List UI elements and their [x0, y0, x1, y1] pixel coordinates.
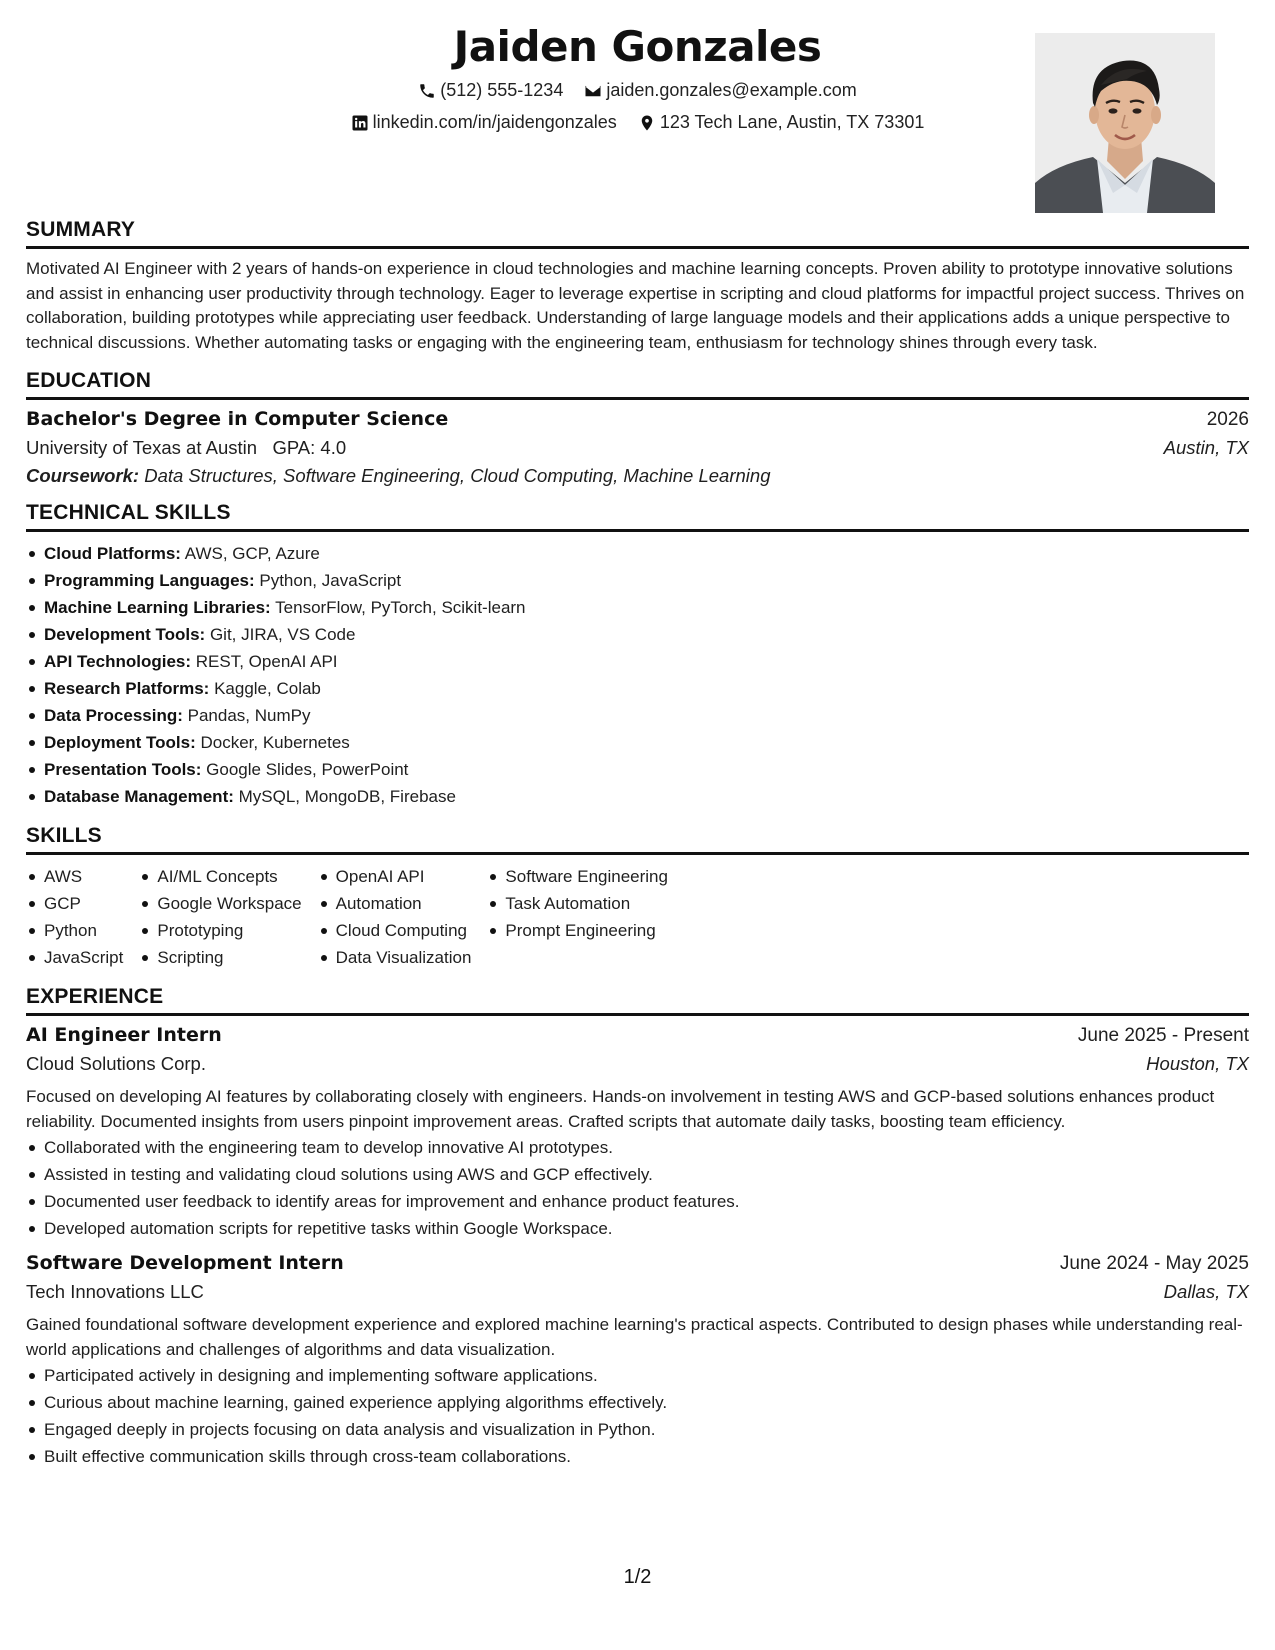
list-item: Software Engineering — [487, 863, 668, 890]
list-item: Scripting — [139, 944, 301, 971]
list-item — [26, 540, 1249, 567]
technical-skills-section — [26, 501, 1249, 810]
list-item: Data Visualization — [318, 944, 472, 971]
candidate-name: Jaiden Gonzales — [453, 22, 822, 71]
skills-column-4 — [487, 863, 668, 971]
phone-text: (512) 555-1234 — [440, 80, 564, 100]
skill-label: Machine Learning Libraries: — [44, 598, 271, 617]
job-summary: Gained foundational software development experience and explored machine learning's practical aspects. Contributed to design phases while understanding real-world applications and challenges of algorithms and data visualization. — [26, 1315, 1243, 1359]
skills-heading: SKILLS — [26, 824, 1249, 855]
map-pin-icon — [638, 114, 656, 132]
technical-skills-heading: TECHNICAL SKILLS — [26, 501, 1249, 532]
list-item: AI/ML Concepts — [139, 863, 301, 890]
list-item — [26, 756, 1249, 783]
list-item: Cloud Computing — [318, 917, 472, 944]
summary-text: Motivated AI Engineer with 2 years of hands-on experience in cloud technologies and machine learning concepts. Proven ability to prototype innovative solutions and assist in enhancing user productivity through technology. Eager to leverage expertise in scripting and cloud platforms for impactful project success. Thrives on collaboration, building prototypes while appreciating user feedback. Understanding of large language models and their applications adds a unique perspective to technical discussions. Whether automating tasks or engaging with the engineering team, enthusiasm for technology shines through every task. — [26, 259, 1245, 352]
skills-column-1 — [26, 863, 123, 971]
skill-value: TensorFlow, PyTorch, Scikit-learn — [275, 598, 526, 617]
job-title: AI Engineer Intern — [26, 1024, 222, 1046]
coursework-line — [26, 465, 1249, 487]
skill-label: Database Management: — [44, 787, 234, 806]
skill-label: Research Platforms: — [44, 679, 210, 698]
list-item: Curious about machine learning, gained experience applying algorithms effectively. — [26, 1389, 1249, 1416]
company-name: Cloud Solutions Corp. — [26, 1053, 206, 1074]
degree-title: Bachelor's Degree in Computer Science — [26, 408, 449, 430]
education-row-degree — [26, 408, 1249, 431]
education-section — [26, 369, 1249, 487]
profile-photo-image — [1035, 33, 1215, 213]
skills-column-2 — [139, 863, 301, 971]
skill-value: Docker, Kubernetes — [200, 733, 350, 752]
list-item: Built effective communication skills through cross-team collaborations. — [26, 1443, 1249, 1470]
skill-value: Python, JavaScript — [259, 571, 402, 590]
job-location: Dallas, TX — [1163, 1281, 1249, 1302]
skill-value: Git, JIRA, VS Code — [209, 625, 356, 644]
skill-label: Cloud Platforms: — [44, 544, 181, 563]
graduation-year: 2026 — [1206, 409, 1249, 430]
job-location: Houston, TX — [1146, 1053, 1249, 1074]
skills-column-3 — [318, 863, 472, 971]
skill-value: Kaggle, Colab — [214, 679, 321, 698]
list-item — [26, 648, 1249, 675]
skill-value: MySQL, MongoDB, Firebase — [238, 787, 456, 806]
skill-value: Pandas, NumPy — [187, 706, 311, 725]
list-item: Prompt Engineering — [487, 917, 668, 944]
experience-role-row — [26, 1252, 1249, 1275]
experience-entry — [26, 1024, 1249, 1242]
list-item: Collaborated with the engineering team to develop innovative AI prototypes. — [26, 1134, 1249, 1161]
skill-label: Data Processing: — [44, 706, 183, 725]
education-heading: EDUCATION — [26, 369, 1249, 400]
list-item — [26, 594, 1249, 621]
list-item — [26, 702, 1249, 729]
experience-company-row — [26, 1281, 1249, 1303]
coursework-list: Data Structures, Software Engineering, Cloud Computing, Machine Learning — [144, 465, 771, 486]
school-line — [26, 437, 346, 459]
email-link[interactable]: jaiden.gonzales@example.com — [606, 80, 857, 100]
list-item: Engaged deeply in projects focusing on data analysis and visualization in Python. — [26, 1416, 1249, 1443]
list-item — [26, 783, 1249, 810]
list-item — [26, 729, 1249, 756]
school-location: Austin, TX — [1163, 437, 1249, 458]
skill-label: Development Tools: — [44, 625, 206, 644]
experience-role-row — [26, 1024, 1249, 1047]
experience-entry — [26, 1252, 1249, 1470]
skills-section — [26, 824, 1249, 971]
skills-grid — [26, 863, 1249, 971]
list-item: OpenAI API — [318, 863, 472, 890]
job-bullets — [26, 1134, 1249, 1242]
phone-icon — [418, 82, 436, 100]
company-name: Tech Innovations LLC — [26, 1281, 204, 1302]
skill-value: REST, OpenAI API — [195, 652, 338, 671]
job-dates: June 2025 - Present — [1077, 1025, 1249, 1046]
job-summary: Focused on developing AI features by collaborating closely with engineers. Hands-on involvement in testing AWS and GCP-based solutions enhances product reliability. Documented insights from users pinpoint improvement areas. Crafted scripts that automate daily tasks, boosting team efficiency. — [26, 1087, 1215, 1131]
list-item: Automation — [318, 890, 472, 917]
list-item: JavaScript — [26, 944, 123, 971]
job-title: Software Development Intern — [26, 1252, 344, 1274]
experience-heading: EXPERIENCE — [26, 985, 1249, 1016]
skill-value: AWS, GCP, Azure — [184, 544, 320, 563]
linkedin-icon — [351, 114, 369, 132]
profile-photo — [1035, 33, 1215, 213]
skill-label: Programming Languages: — [44, 571, 255, 590]
resume-header — [26, 0, 1249, 218]
list-item: Google Workspace — [139, 890, 301, 917]
envelope-icon — [584, 82, 602, 100]
skill-label: Presentation Tools: — [44, 760, 202, 779]
skill-label: API Technologies: — [44, 652, 192, 671]
list-item: Developed automation scripts for repetitive tasks within Google Workspace. — [26, 1215, 1249, 1242]
list-item: Documented user feedback to identify areas for improvement and enhance product features. — [26, 1188, 1249, 1215]
education-row-school — [26, 437, 1249, 459]
summary-heading: SUMMARY — [26, 218, 1249, 249]
contact-phone — [418, 80, 563, 101]
experience-section — [26, 985, 1249, 1470]
contact-email[interactable] — [584, 80, 856, 101]
list-item — [26, 621, 1249, 648]
technical-skills-list — [26, 540, 1249, 810]
list-item: Python — [26, 917, 123, 944]
address-text: 123 Tech Lane, Austin, TX 73301 — [659, 112, 925, 132]
skill-value: Google Slides, PowerPoint — [206, 760, 409, 779]
list-item: Prototyping — [139, 917, 301, 944]
list-item: GCP — [26, 890, 123, 917]
page-number: 1/2 — [623, 1566, 652, 1588]
linkedin-link[interactable]: linkedin.com/in/jaidengonzales — [372, 112, 617, 132]
job-bullets — [26, 1362, 1249, 1470]
school-name: University of Texas at Austin — [26, 437, 258, 458]
job-dates: June 2024 - May 2025 — [1059, 1253, 1249, 1274]
coursework-label: Coursework: — [26, 465, 140, 486]
list-item — [26, 567, 1249, 594]
experience-company-row — [26, 1053, 1249, 1075]
list-item — [26, 675, 1249, 702]
list-item: Task Automation — [487, 890, 668, 917]
summary-section — [26, 218, 1249, 355]
contact-linkedin[interactable] — [351, 112, 617, 133]
gpa-text: GPA: 4.0 — [272, 437, 347, 458]
list-item: AWS — [26, 863, 123, 890]
contact-address — [638, 112, 925, 133]
list-item: Participated actively in designing and implementing software applications. — [26, 1362, 1249, 1389]
list-item: Assisted in testing and validating cloud solutions using AWS and GCP effectively. — [26, 1161, 1249, 1188]
skill-label: Deployment Tools: — [44, 733, 196, 752]
